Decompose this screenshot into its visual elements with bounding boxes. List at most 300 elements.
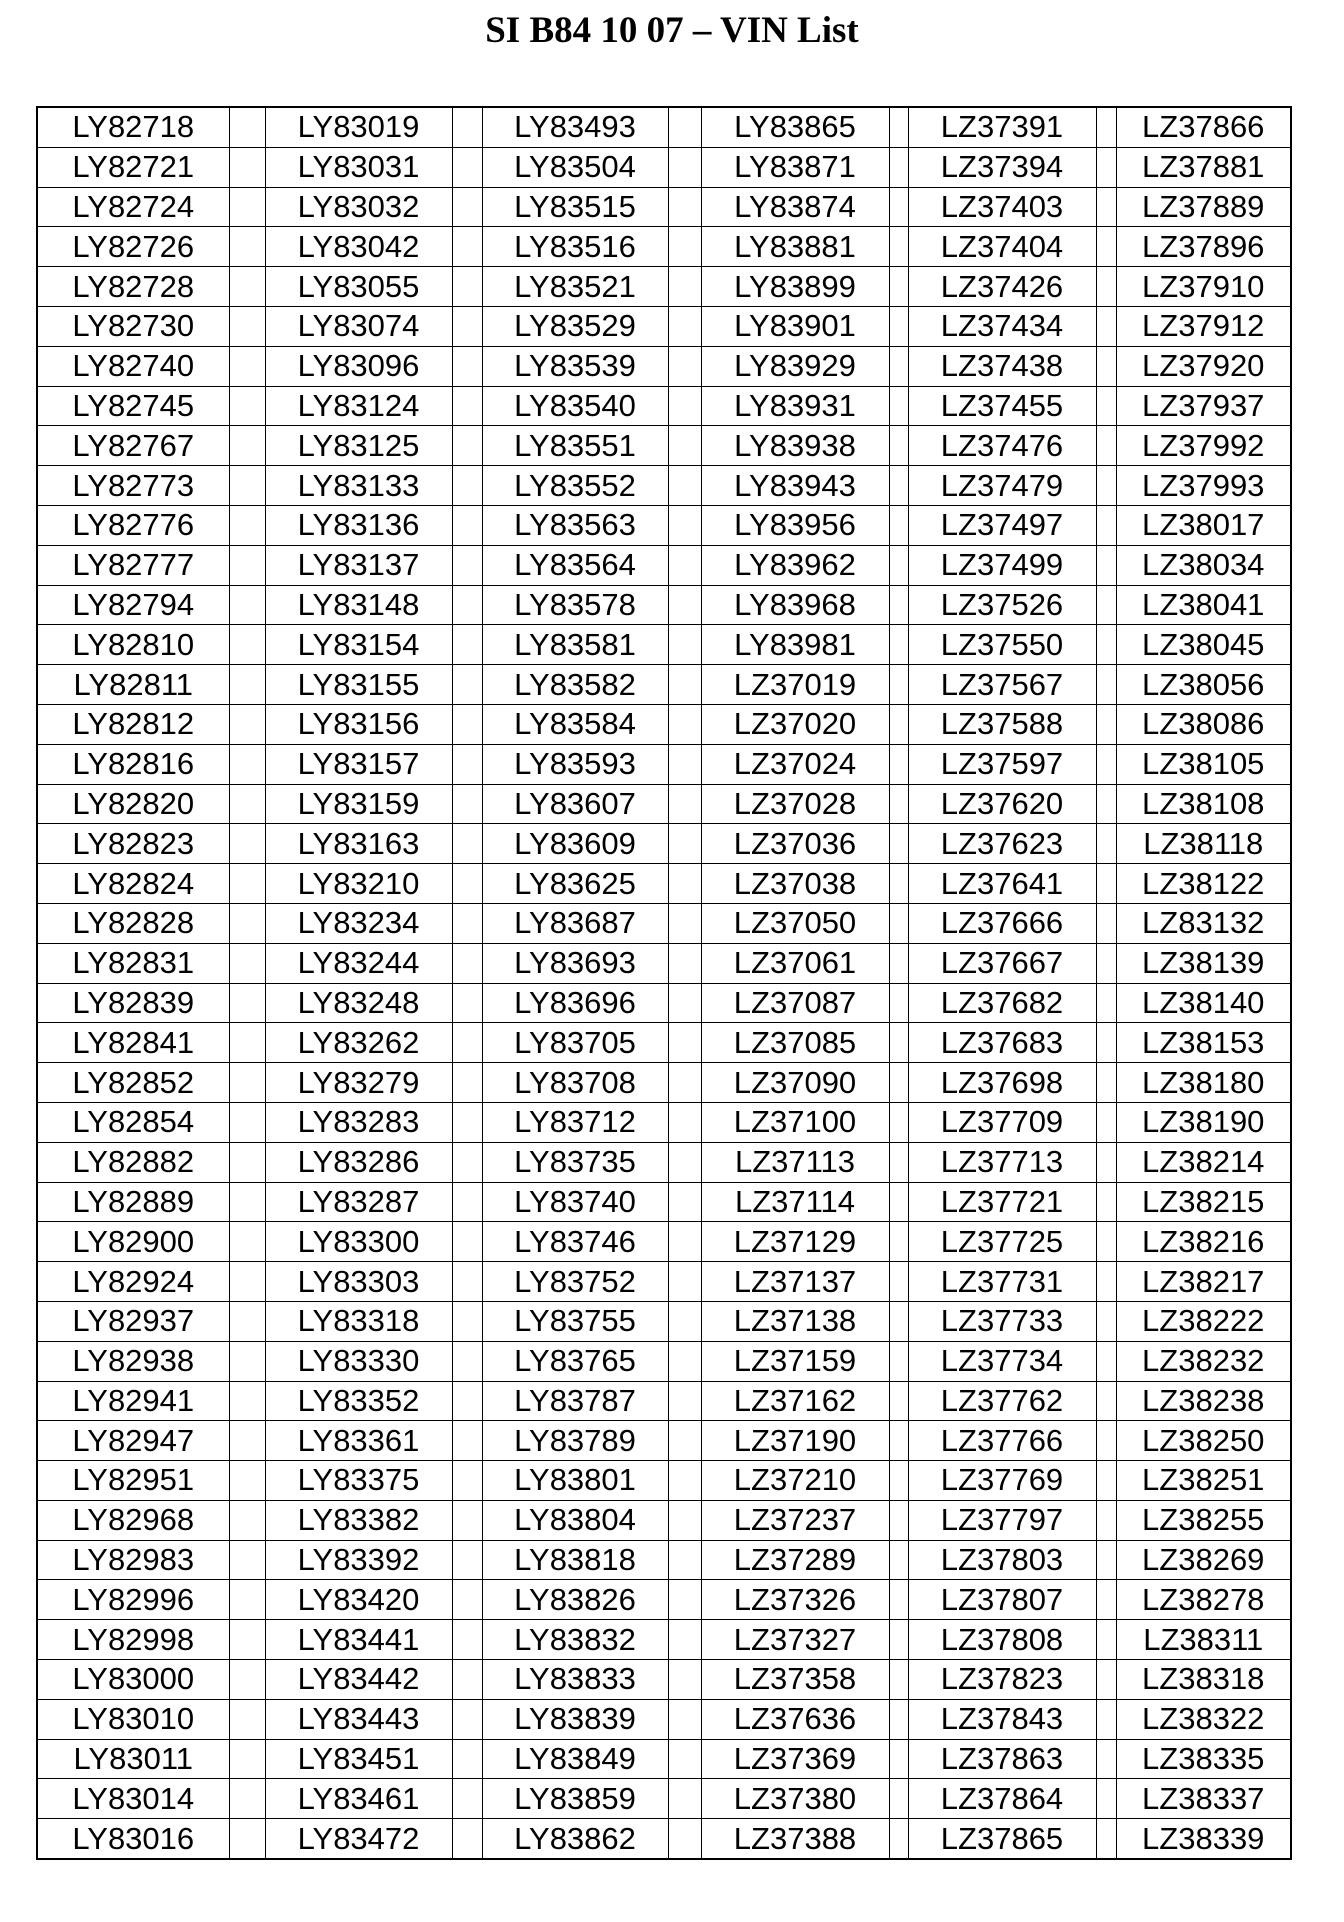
- vin-cell: LY82823: [37, 824, 229, 864]
- spacer-cell: [452, 744, 482, 784]
- vin-cell: LZ38086: [1116, 704, 1291, 744]
- vin-cell: LZ37889: [1116, 187, 1291, 227]
- vin-cell: LY83871: [701, 147, 889, 187]
- vin-cell: LZ37497: [908, 505, 1096, 545]
- spacer-cell: [452, 943, 482, 983]
- vin-cell: LY83938: [701, 426, 889, 466]
- vin-cell: LZ38041: [1116, 585, 1291, 625]
- spacer-cell: [889, 227, 908, 267]
- spacer-cell: [889, 784, 908, 824]
- spacer-cell: [1096, 1540, 1116, 1580]
- vin-cell: LY83010: [37, 1699, 229, 1739]
- table-row: [37, 665, 1291, 705]
- spacer-cell: [1096, 267, 1116, 307]
- spacer-cell: [668, 1381, 701, 1421]
- spacer-cell: [889, 1381, 908, 1421]
- vin-cell: LY83578: [482, 585, 668, 625]
- table-row: [37, 1580, 1291, 1620]
- vin-cell: LY83551: [482, 426, 668, 466]
- vin-cell: LY82839: [37, 983, 229, 1023]
- vin-cell: LZ37620: [908, 784, 1096, 824]
- spacer-cell: [668, 864, 701, 904]
- vin-cell: LZ37085: [701, 1023, 889, 1063]
- vin-cell: LY83210: [265, 864, 452, 904]
- vin-cell: LY82776: [37, 505, 229, 545]
- spacer-cell: [889, 864, 908, 904]
- spacer-cell: [668, 585, 701, 625]
- spacer-cell: [452, 1620, 482, 1660]
- vin-cell: LZ83132: [1116, 903, 1291, 943]
- vin-cell: LZ37682: [908, 983, 1096, 1023]
- vin-cell: LZ37061: [701, 943, 889, 983]
- vin-cell: LZ38140: [1116, 983, 1291, 1023]
- vin-cell: LY83865: [701, 107, 889, 147]
- spacer-cell: [889, 1102, 908, 1142]
- spacer-cell: [452, 1739, 482, 1779]
- vin-cell: LY82996: [37, 1580, 229, 1620]
- table-row: [37, 267, 1291, 307]
- vin-cell: LY82951: [37, 1461, 229, 1501]
- vin-cell: LZ38255: [1116, 1500, 1291, 1540]
- spacer-cell: [1096, 1381, 1116, 1421]
- spacer-cell: [452, 1301, 482, 1341]
- table-row: [37, 1699, 1291, 1739]
- table-row: [37, 943, 1291, 983]
- vin-cell: LZ37137: [701, 1262, 889, 1302]
- vin-cell: LZ38122: [1116, 864, 1291, 904]
- vin-cell: LZ37550: [908, 625, 1096, 665]
- spacer-cell: [452, 1262, 482, 1302]
- vin-cell: LZ37020: [701, 704, 889, 744]
- vin-cell: LY82794: [37, 585, 229, 625]
- spacer-cell: [668, 1779, 701, 1819]
- spacer-cell: [889, 1461, 908, 1501]
- vin-cell: LY83163: [265, 824, 452, 864]
- spacer-cell: [889, 1540, 908, 1580]
- vin-cell: LY82718: [37, 107, 229, 147]
- spacer-cell: [452, 1023, 482, 1063]
- vin-cell: LY82854: [37, 1102, 229, 1142]
- vin-cell: LZ37455: [908, 386, 1096, 426]
- vin-cell: LZ37636: [701, 1699, 889, 1739]
- spacer-cell: [452, 426, 482, 466]
- table-row: [37, 1182, 1291, 1222]
- vin-cell: LZ38217: [1116, 1262, 1291, 1302]
- spacer-cell: [229, 784, 265, 824]
- vin-cell: LY83096: [265, 346, 452, 386]
- table-row: [37, 1063, 1291, 1103]
- spacer-cell: [1096, 227, 1116, 267]
- vin-cell: LY83833: [482, 1660, 668, 1700]
- spacer-cell: [229, 1262, 265, 1302]
- spacer-cell: [229, 943, 265, 983]
- vin-cell: LY82852: [37, 1063, 229, 1103]
- spacer-cell: [1096, 903, 1116, 943]
- vin-cell: LY83019: [265, 107, 452, 147]
- spacer-cell: [452, 1779, 482, 1819]
- vin-cell: LY83818: [482, 1540, 668, 1580]
- spacer-cell: [1096, 1421, 1116, 1461]
- vin-cell: LY83157: [265, 744, 452, 784]
- vin-cell: LY83801: [482, 1461, 668, 1501]
- spacer-cell: [668, 625, 701, 665]
- vin-cell: LZ37019: [701, 665, 889, 705]
- table-row: [37, 505, 1291, 545]
- spacer-cell: [452, 1421, 482, 1461]
- vin-cell: LZ37881: [1116, 147, 1291, 187]
- vin-cell: LZ37623: [908, 824, 1096, 864]
- vin-cell: LZ37709: [908, 1102, 1096, 1142]
- spacer-cell: [229, 107, 265, 147]
- spacer-cell: [1096, 864, 1116, 904]
- spacer-cell: [229, 1580, 265, 1620]
- vin-cell: LY83303: [265, 1262, 452, 1302]
- vin-table: [36, 106, 1292, 1860]
- vin-cell: LZ37388: [701, 1819, 889, 1859]
- vin-cell: LZ37667: [908, 943, 1096, 983]
- vin-cell: LY83155: [265, 665, 452, 705]
- vin-cell: LZ37159: [701, 1341, 889, 1381]
- vin-cell: LZ37588: [908, 704, 1096, 744]
- vin-cell: LZ37866: [1116, 107, 1291, 147]
- spacer-cell: [452, 1819, 482, 1859]
- vin-cell: LZ37050: [701, 903, 889, 943]
- vin-cell: LZ38318: [1116, 1660, 1291, 1700]
- spacer-cell: [668, 1301, 701, 1341]
- spacer-cell: [1096, 824, 1116, 864]
- spacer-cell: [229, 1660, 265, 1700]
- vin-cell: LY82828: [37, 903, 229, 943]
- spacer-cell: [1096, 505, 1116, 545]
- vin-cell: LY82947: [37, 1421, 229, 1461]
- vin-cell: LY82924: [37, 1262, 229, 1302]
- vin-cell: LY82882: [37, 1142, 229, 1182]
- vin-cell: LY82811: [37, 665, 229, 705]
- spacer-cell: [1096, 1142, 1116, 1182]
- vin-cell: LZ37394: [908, 147, 1096, 187]
- spacer-cell: [1096, 107, 1116, 147]
- vin-cell: LZ38251: [1116, 1461, 1291, 1501]
- vin-cell: LY82820: [37, 784, 229, 824]
- vin-cell: LY83375: [265, 1461, 452, 1501]
- vin-cell: LZ37992: [1116, 426, 1291, 466]
- vin-cell: LY83593: [482, 744, 668, 784]
- spacer-cell: [1096, 1063, 1116, 1103]
- spacer-cell: [229, 585, 265, 625]
- spacer-cell: [452, 267, 482, 307]
- vin-cell: LZ38250: [1116, 1421, 1291, 1461]
- spacer-cell: [229, 346, 265, 386]
- spacer-cell: [889, 187, 908, 227]
- vin-cell: LZ38056: [1116, 665, 1291, 705]
- vin-cell: LY83755: [482, 1301, 668, 1341]
- vin-cell: LY83826: [482, 1580, 668, 1620]
- table-row: [37, 1540, 1291, 1580]
- vin-cell: LZ38214: [1116, 1142, 1291, 1182]
- vin-cell: LY83752: [482, 1262, 668, 1302]
- vin-cell: LZ37769: [908, 1461, 1096, 1501]
- vin-cell: LZ37036: [701, 824, 889, 864]
- vin-cell: LZ37808: [908, 1620, 1096, 1660]
- spacer-cell: [889, 824, 908, 864]
- page-title: SI B84 10 07 – VIN List: [485, 10, 859, 51]
- vin-cell: LY82824: [37, 864, 229, 904]
- spacer-cell: [452, 1500, 482, 1540]
- table-row: [37, 187, 1291, 227]
- spacer-cell: [229, 1461, 265, 1501]
- spacer-cell: [229, 625, 265, 665]
- vin-cell: LY83787: [482, 1381, 668, 1421]
- spacer-cell: [229, 466, 265, 506]
- table-row: [37, 1461, 1291, 1501]
- spacer-cell: [229, 704, 265, 744]
- table-row: [37, 824, 1291, 864]
- vin-cell: LY83279: [265, 1063, 452, 1103]
- spacer-cell: [452, 704, 482, 744]
- vin-cell: LY83515: [482, 187, 668, 227]
- vin-cell: LZ37499: [908, 545, 1096, 585]
- vin-cell: LY83708: [482, 1063, 668, 1103]
- table-row: [37, 1500, 1291, 1540]
- vin-cell: LY82938: [37, 1341, 229, 1381]
- vin-cell: LZ38139: [1116, 943, 1291, 983]
- vin-cell: LZ37162: [701, 1381, 889, 1421]
- spacer-cell: [1096, 386, 1116, 426]
- spacer-cell: [452, 386, 482, 426]
- vin-cell: LZ37476: [908, 426, 1096, 466]
- spacer-cell: [452, 466, 482, 506]
- vin-cell: LY82767: [37, 426, 229, 466]
- table-row: [37, 585, 1291, 625]
- vin-cell: LZ37597: [908, 744, 1096, 784]
- vin-cell: LY83516: [482, 227, 668, 267]
- spacer-cell: [668, 784, 701, 824]
- spacer-cell: [229, 665, 265, 705]
- vin-cell: LY83244: [265, 943, 452, 983]
- table-row: [37, 466, 1291, 506]
- vin-cell: LY82726: [37, 227, 229, 267]
- vin-cell: LY82810: [37, 625, 229, 665]
- spacer-cell: [1096, 625, 1116, 665]
- vin-cell: LZ37358: [701, 1660, 889, 1700]
- vin-cell: LZ37289: [701, 1540, 889, 1580]
- spacer-cell: [452, 545, 482, 585]
- spacer-cell: [452, 1142, 482, 1182]
- vin-cell: LZ37526: [908, 585, 1096, 625]
- vin-cell: LY83789: [482, 1421, 668, 1461]
- table-row: [37, 426, 1291, 466]
- table-row: [37, 1301, 1291, 1341]
- spacer-cell: [889, 267, 908, 307]
- vin-cell: LY82728: [37, 267, 229, 307]
- spacer-cell: [1096, 466, 1116, 506]
- vin-cell: LY83148: [265, 585, 452, 625]
- spacer-cell: [889, 1301, 908, 1341]
- spacer-cell: [452, 1540, 482, 1580]
- spacer-cell: [668, 1023, 701, 1063]
- vin-cell: LZ37113: [701, 1142, 889, 1182]
- table-row: [37, 1620, 1291, 1660]
- vin-cell: LY83504: [482, 147, 668, 187]
- spacer-cell: [889, 1063, 908, 1103]
- table-row: [37, 1341, 1291, 1381]
- spacer-cell: [229, 1301, 265, 1341]
- spacer-cell: [889, 665, 908, 705]
- spacer-cell: [668, 1819, 701, 1859]
- spacer-cell: [889, 466, 908, 506]
- table-row: [37, 386, 1291, 426]
- spacer-cell: [1096, 1739, 1116, 1779]
- table-row: [37, 1819, 1291, 1859]
- spacer-cell: [668, 1222, 701, 1262]
- spacer-cell: [889, 625, 908, 665]
- vin-cell: LZ37237: [701, 1500, 889, 1540]
- spacer-cell: [668, 346, 701, 386]
- spacer-cell: [229, 267, 265, 307]
- spacer-cell: [229, 1222, 265, 1262]
- spacer-cell: [889, 1699, 908, 1739]
- vin-cell: LZ37434: [908, 306, 1096, 346]
- spacer-cell: [229, 1739, 265, 1779]
- spacer-cell: [1096, 426, 1116, 466]
- spacer-cell: [452, 1381, 482, 1421]
- vin-cell: LZ37190: [701, 1421, 889, 1461]
- spacer-cell: [889, 1580, 908, 1620]
- spacer-cell: [229, 1182, 265, 1222]
- vin-cell: LY83137: [265, 545, 452, 585]
- spacer-cell: [668, 1580, 701, 1620]
- vin-cell: LY83712: [482, 1102, 668, 1142]
- vin-cell: LY83540: [482, 386, 668, 426]
- spacer-cell: [889, 1341, 908, 1381]
- spacer-cell: [1096, 1660, 1116, 1700]
- vin-cell: LZ38216: [1116, 1222, 1291, 1262]
- spacer-cell: [668, 1341, 701, 1381]
- spacer-cell: [1096, 346, 1116, 386]
- vin-cell: LZ37426: [908, 267, 1096, 307]
- spacer-cell: [668, 1262, 701, 1302]
- vin-cell: LY83286: [265, 1142, 452, 1182]
- vin-cell: LZ37438: [908, 346, 1096, 386]
- vin-cell: LY83735: [482, 1142, 668, 1182]
- spacer-cell: [889, 903, 908, 943]
- table-row: [37, 1262, 1291, 1302]
- vin-cell: LY83521: [482, 267, 668, 307]
- spacer-cell: [452, 824, 482, 864]
- vin-cell: LY83016: [37, 1819, 229, 1859]
- vin-cell: LZ38153: [1116, 1023, 1291, 1063]
- vin-cell: LY83420: [265, 1580, 452, 1620]
- table-row: [37, 744, 1291, 784]
- spacer-cell: [1096, 1182, 1116, 1222]
- vin-cell: LY83859: [482, 1779, 668, 1819]
- vin-cell: LZ37024: [701, 744, 889, 784]
- spacer-cell: [889, 1023, 908, 1063]
- vin-cell: LZ38337: [1116, 1779, 1291, 1819]
- vin-cell: LY83055: [265, 267, 452, 307]
- spacer-cell: [889, 704, 908, 744]
- vin-cell: LY82812: [37, 704, 229, 744]
- vin-cell: LY83318: [265, 1301, 452, 1341]
- vin-cell: LY83981: [701, 625, 889, 665]
- vin-cell: LY83441: [265, 1620, 452, 1660]
- vin-cell: LZ37733: [908, 1301, 1096, 1341]
- spacer-cell: [889, 943, 908, 983]
- spacer-cell: [452, 505, 482, 545]
- vin-cell: LY83283: [265, 1102, 452, 1142]
- spacer-cell: [1096, 1580, 1116, 1620]
- spacer-cell: [668, 1620, 701, 1660]
- vin-cell: LY83625: [482, 864, 668, 904]
- vin-cell: LY83552: [482, 466, 668, 506]
- vin-cell: LY82900: [37, 1222, 229, 1262]
- vin-cell: LZ37666: [908, 903, 1096, 943]
- vin-cell: LY82721: [37, 147, 229, 187]
- vin-cell: LY83962: [701, 545, 889, 585]
- vin-cell: LY83032: [265, 187, 452, 227]
- spacer-cell: [452, 1102, 482, 1142]
- spacer-cell: [452, 625, 482, 665]
- vin-cell: LZ37912: [1116, 306, 1291, 346]
- spacer-cell: [452, 1580, 482, 1620]
- vin-cell: LY83000: [37, 1660, 229, 1700]
- vin-cell: LY83443: [265, 1699, 452, 1739]
- vin-cell: LY83899: [701, 267, 889, 307]
- vin-cell: LY82937: [37, 1301, 229, 1341]
- spacer-cell: [452, 903, 482, 943]
- spacer-cell: [229, 1023, 265, 1063]
- spacer-cell: [452, 983, 482, 1023]
- vin-cell: LZ37807: [908, 1580, 1096, 1620]
- vin-cell: LY83154: [265, 625, 452, 665]
- spacer-cell: [229, 227, 265, 267]
- spacer-cell: [229, 1102, 265, 1142]
- vin-cell: LZ38232: [1116, 1341, 1291, 1381]
- spacer-cell: [889, 1620, 908, 1660]
- spacer-cell: [889, 306, 908, 346]
- table-row: [37, 1142, 1291, 1182]
- vin-cell: LZ37713: [908, 1142, 1096, 1182]
- spacer-cell: [229, 1819, 265, 1859]
- table-row: [37, 784, 1291, 824]
- vin-cell: LZ38339: [1116, 1819, 1291, 1859]
- vin-cell: LZ37087: [701, 983, 889, 1023]
- spacer-cell: [668, 1699, 701, 1739]
- table-row: [37, 1102, 1291, 1142]
- vin-cell: LZ38105: [1116, 744, 1291, 784]
- spacer-cell: [229, 1341, 265, 1381]
- spacer-cell: [229, 1779, 265, 1819]
- spacer-cell: [889, 1182, 908, 1222]
- spacer-cell: [452, 346, 482, 386]
- spacer-cell: [668, 1142, 701, 1182]
- vin-cell: LZ37896: [1116, 227, 1291, 267]
- spacer-cell: [668, 227, 701, 267]
- vin-cell: LY83582: [482, 665, 668, 705]
- vin-cell: LZ37865: [908, 1819, 1096, 1859]
- table-row: [37, 864, 1291, 904]
- vin-cell: LY83584: [482, 704, 668, 744]
- spacer-cell: [668, 1182, 701, 1222]
- spacer-cell: [1096, 1500, 1116, 1540]
- spacer-cell: [889, 545, 908, 585]
- spacer-cell: [229, 1699, 265, 1739]
- vin-cell: LY83156: [265, 704, 452, 744]
- spacer-cell: [229, 505, 265, 545]
- vin-cell: LZ37114: [701, 1182, 889, 1222]
- vin-cell: LZ37734: [908, 1341, 1096, 1381]
- spacer-cell: [668, 983, 701, 1023]
